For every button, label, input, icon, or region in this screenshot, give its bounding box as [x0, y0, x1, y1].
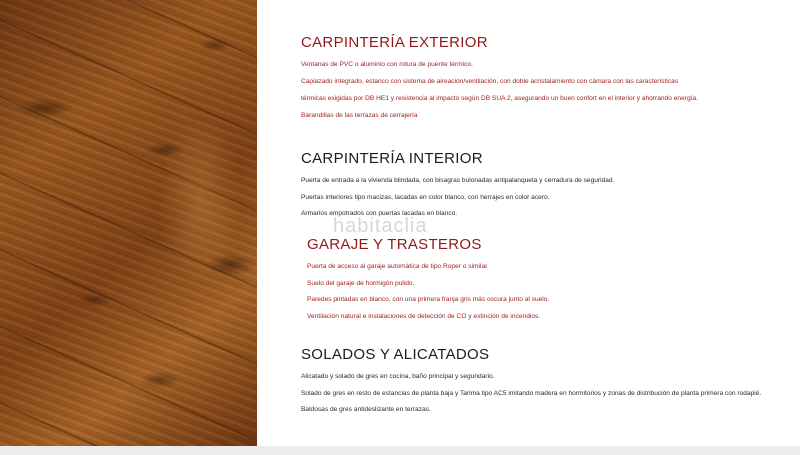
list-item: Capiazado integrado, estanco con sistema de aireación/ventilación, con doble acristalamiento con cámara con las características [301, 77, 679, 85]
list-item: Alicatado y solado de gres en cocina, baño principal y segundario. [301, 373, 495, 380]
section-garaje-trasteros [307, 236, 549, 325]
list-item: Puerta de entrada a la vivienda blindada, con bisagras bulonadas antipalanqueta y cerradura de seguridad. [301, 177, 615, 184]
list-item: Ventanas de PVC o aluminio con rotura de puente térmico. [301, 61, 473, 68]
list-item: Barandillas de las terrazas de cerrajería [301, 111, 418, 119]
list-item: Solado de gres en resto de estancias de planta baja y Tarima tipo AC5 imitando madera en hormitorios y zonas de distribución de planta primera con rodapié. [301, 389, 762, 397]
list-item: Suelo del garaje de hormigón pulido. [307, 279, 415, 287]
section-title: CARPINTERÍA EXTERIOR [301, 34, 488, 51]
section-title: SOLADOS Y ALICATADOS [301, 346, 490, 363]
list-item: térmicas exigidas por DB HE1 y resistencia al impacto según DB SUA 2, asegurando un buen confort en el interior y ahorrando energía. [301, 94, 698, 102]
section-title: CARPINTERÍA INTERIOR [301, 150, 483, 167]
list-item: Puertas interiores tipo macizas, lacadas en color blanco, con herrajes en color acero. [301, 193, 550, 201]
section-title: GARAJE Y TRASTEROS [307, 236, 482, 253]
list-item: Armarios empotrados con puertas lacadas en blanco. [301, 210, 458, 218]
section-carpinteria-interior [301, 150, 614, 223]
list-item: Baldosas de gres antideslizante en terrazas. [301, 406, 431, 414]
list-item: Ventilación natural e instalaciones de detección de CO y extinción de incendios. [307, 312, 541, 320]
bottom-divider [0, 446, 800, 455]
watermark: habitaclia [333, 215, 428, 237]
section-solados-alicatados [301, 346, 761, 419]
list-item: Paredes pintadas en blanco, con una primera franja gris más oscura junto al suelo. [307, 296, 550, 304]
list-item: Puerta de acceso al garaje automática de tipo Roper o similar. [307, 263, 489, 270]
section-carpinteria-exterior [301, 34, 698, 125]
wood-floor-photo [0, 0, 257, 446]
